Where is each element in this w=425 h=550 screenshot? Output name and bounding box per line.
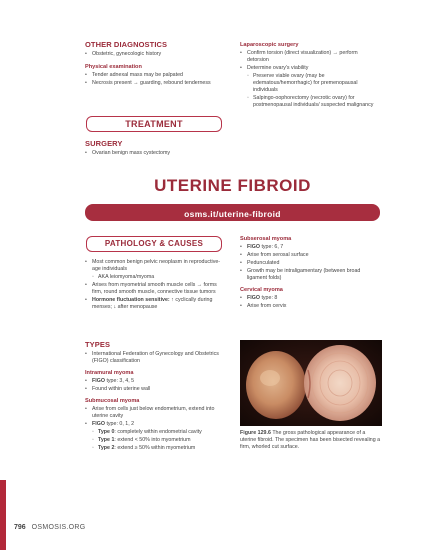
- list-item: [240, 244, 380, 251]
- chapter-url-banner: [85, 204, 380, 221]
- intramural-title: Intramural myoma: [85, 370, 134, 376]
- laparoscopic-section: [240, 42, 380, 110]
- type-key: Type 0: [98, 429, 115, 435]
- list-item: • International Federation of Gynecology and Obstetrics (FIGO) classification: [85, 351, 225, 365]
- list-item: [240, 295, 380, 302]
- chapter-url[interactable]: osms.it/uterine-fibroid: [184, 209, 281, 219]
- list-item: [240, 65, 380, 109]
- list-item: • Arise from serosal surface: [240, 252, 380, 259]
- site-name[interactable]: OSMOSIS.ORG: [31, 524, 86, 531]
- list-item: • Tender adnexal mass may be palpated: [85, 72, 225, 79]
- type-key: Type 1: [98, 437, 115, 443]
- pathology-section: [85, 259, 225, 312]
- figure-caption-text: The gross pathological appearance of a uterine fibroid. The specimen has been bisected revealing a firm, whorled cut surface.: [240, 430, 381, 450]
- figo-key: FIGO: [247, 244, 260, 250]
- sub-list-text: : extend ≥ 50% within myometrium: [114, 445, 196, 451]
- sub-list-item: ◦ Salpingo-oophorectomy (necrotic ovary) for postmenopausal individuals/ suspected malignancy: [247, 95, 380, 109]
- figo-key: FIGO: [247, 295, 260, 301]
- list-item-text: Determine ovary's viability: [247, 65, 309, 71]
- list-item-text: type: 3, 4, 5: [106, 378, 135, 384]
- figo-key: FIGO: [92, 378, 105, 384]
- sub-list-item: [92, 445, 225, 452]
- page-side-bar: [0, 480, 6, 550]
- types-section: [85, 340, 225, 453]
- list-item-text: type: 0, 1, 2: [106, 421, 135, 427]
- fibroid-specimen-photo: [240, 340, 382, 426]
- sub-list-item: [92, 437, 225, 444]
- list-item: • Growth may be intraligamentary (between broad ligament folds): [240, 268, 380, 282]
- list-item: [85, 259, 225, 281]
- physical-exam-title: Physical examination: [85, 64, 142, 70]
- treatment-label: TREATMENT: [125, 119, 183, 129]
- other-diagnostics-title: OTHER DIAGNOSTICS: [85, 40, 168, 49]
- pathology-header-box: [86, 236, 222, 252]
- list-item-text: type: 8: [261, 295, 278, 301]
- list-item: • Pedunculated: [240, 260, 380, 267]
- figure-label: Figure 129.6: [240, 430, 271, 436]
- sub-list-text: : extend < 50% into myometrium: [114, 437, 191, 443]
- type-key: Type 2: [98, 445, 115, 451]
- submucosal-title: Submucosal myoma: [85, 398, 140, 404]
- figure-caption: [240, 430, 382, 451]
- list-item-text: Most common benign pelvic neoplasm in reproductive-age individuals: [92, 259, 221, 272]
- list-item-text: cyclically during menses; ↓ after menopause: [92, 297, 213, 310]
- subserosal-title: Subserosal myoma: [240, 236, 292, 242]
- list-item: [85, 378, 225, 385]
- surgery-section: [85, 139, 225, 158]
- list-item: • Obstetric, gynecologic history: [85, 51, 225, 58]
- laparoscopic-title: Laparoscopic surgery: [240, 42, 299, 48]
- figo-key: FIGO: [92, 421, 105, 427]
- chapter-title: UTERINE FIBROID: [154, 176, 311, 195]
- list-item: • Arise from cervix: [240, 303, 380, 310]
- list-item-text: type: 6, 7: [261, 244, 284, 250]
- surgery-title: SURGERY: [85, 139, 123, 148]
- subserosal-section: [240, 236, 380, 311]
- list-item: • Arise from cells just below endometrium, extend into uterine cavity: [85, 406, 225, 420]
- list-item: • Confirm torsion (direct visualization) → perform detorsion: [240, 50, 380, 64]
- treatment-header-box: [86, 116, 222, 132]
- list-item: [85, 297, 225, 311]
- other-diagnostics-section: [85, 40, 225, 88]
- sub-list-item: ◦ Preserve viable ovary (may be edematous/hemorrhagic) for premenopausal individuals: [247, 73, 380, 94]
- list-item: • Found within uterine wall: [85, 386, 225, 393]
- pathology-label: PATHOLOGY & CAUSES: [104, 239, 204, 248]
- page-footer: [14, 524, 86, 531]
- fibroid-figure-image: [240, 340, 382, 426]
- types-title: TYPES: [85, 340, 111, 349]
- sub-list-item: [92, 429, 225, 436]
- list-item: • Arises from myometrial smooth muscle cells → forms firm, round smooth muscle, connective tissue tumors: [85, 282, 225, 296]
- list-item: • Necrosis present → guarding, rebound tenderness: [85, 80, 225, 87]
- page-number: 796: [14, 524, 26, 531]
- hormone-key: Hormone fluctuation sensitive: ↑: [92, 297, 174, 303]
- cervical-title: Cervical myoma: [240, 287, 283, 293]
- list-item: • Ovarian benign mass cystectomy: [85, 150, 225, 157]
- list-item: [85, 421, 225, 452]
- sub-list-item: ◦ AKA leiomyoma/myoma: [92, 274, 225, 281]
- sub-list-text: : completely within endometrial cavity: [114, 429, 202, 435]
